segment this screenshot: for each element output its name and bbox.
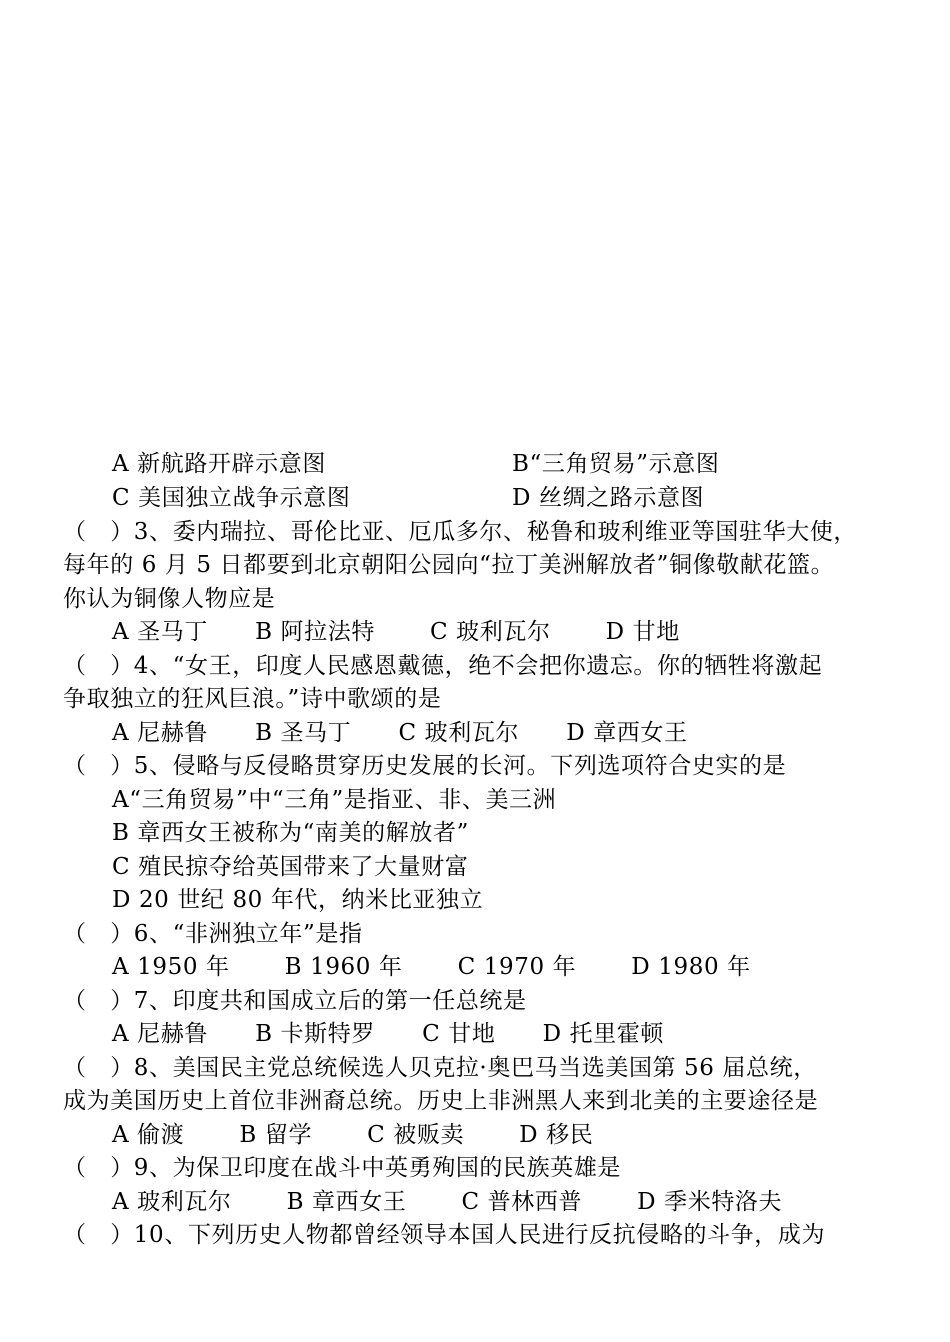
- q7-text-line-1: （ ）7、印度共和国成立后的第一任总统是: [63, 988, 527, 1014]
- q3-options: A 圣马丁 B 阿拉法特 C 玻利瓦尔 D 甘地: [112, 619, 680, 645]
- q5-option-b: B 章西女王被称为“南美的解放者”: [112, 820, 469, 846]
- q5-option-a: A“三角贸易”中“三角”是指亚、非、美三洲: [112, 787, 557, 813]
- q8-options: A 偷渡 B 留学 C 被贩卖 D 移民: [112, 1122, 594, 1148]
- q5-option-c: C 殖民掠夺给英国带来了大量财富: [112, 854, 469, 880]
- q3-text-line-2: 每年的 6 月 5 日都要到北京朝阳公园向“拉丁美洲解放者”铜像敬献花篮。: [63, 552, 835, 578]
- q5-option-d: D 20 世纪 80 年代，纳米比亚独立: [112, 887, 484, 913]
- q4-text-line-1: （ ）4、“女王，印度人民感恩戴德，绝不会把你遗忘。你的牺牲将激起: [63, 653, 823, 679]
- q7-options: A 尼赫鲁 B 卡斯特罗 C 甘地 D 托里霍顿: [112, 1021, 664, 1047]
- q2-option-a: A 新航路开辟示意图: [112, 451, 326, 477]
- q4-text-line-2: 争取独立的狂风巨浪。”诗中歌颂的是: [63, 686, 442, 712]
- q8-text-line-1: （ ）8、美国民主党总统候选人贝克拉·奥巴马当选美国第 56 届总统，: [63, 1055, 817, 1081]
- q10-text-line-1: （ ）10、下列历史人物都曾经领导本国人民进行反抗侵略的斗争，成为: [63, 1222, 826, 1248]
- q8-text-line-2: 成为美国历史上首位非洲裔总统。历史上非洲黑人来到北美的主要途径是: [63, 1088, 819, 1114]
- q2-option-c: C 美国独立战争示意图: [112, 485, 351, 511]
- q2-option-b: B“三角贸易”示意图: [512, 451, 720, 477]
- q6-options: A 1950 年 B 1960 年 C 1970 年 D 1980 年: [112, 954, 751, 980]
- q4-options: A 尼赫鲁 B 圣马丁 C 玻利瓦尔 D 章西女王: [112, 720, 688, 746]
- q3-text-line-3: 你认为铜像人物应是: [63, 586, 276, 612]
- q5-text-line-1: （ ）5、侵略与反侵略贯穿历史发展的长河。下列选项符合史实的是: [63, 753, 787, 779]
- q6-text-line-1: （ ）6、“非洲独立年”是指: [63, 921, 363, 947]
- q9-text-line-1: （ ）9、为保卫印度在战斗中英勇殉国的民族英雄是: [63, 1155, 622, 1181]
- q2-option-d: D 丝绸之路示意图: [512, 485, 705, 511]
- q3-text-line-1: （ ）3、委内瑞拉、哥伦比亚、厄瓜多尔、秘鲁和玻利维亚等国驻华大使，: [63, 519, 858, 545]
- q9-options: A 玻利瓦尔 B 章西女王 C 普林西普 D 季米特洛夫: [112, 1189, 783, 1215]
